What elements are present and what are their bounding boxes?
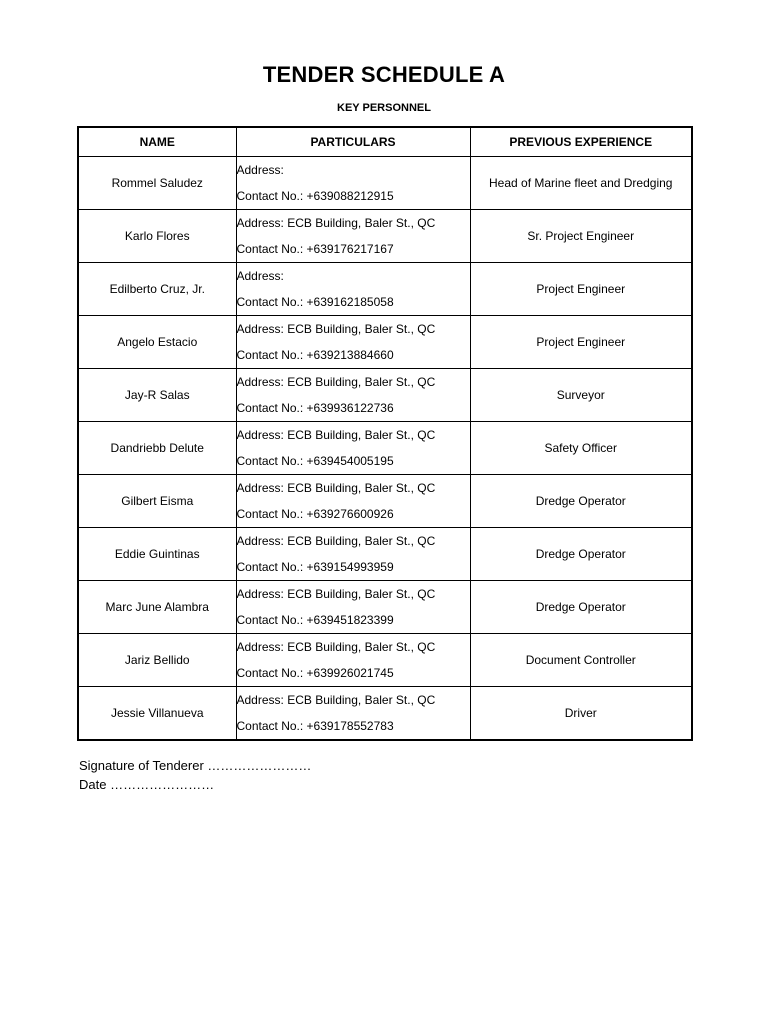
- personnel-particulars: [236, 369, 470, 422]
- personnel-experience: Dredge Operator: [470, 475, 692, 528]
- table-row: [78, 528, 692, 581]
- personnel-experience: Dredge Operator: [470, 528, 692, 581]
- personnel-contact: Contact No.: +639276600926: [236, 507, 394, 521]
- personnel-experience: Document Controller: [470, 634, 692, 687]
- column-header-particulars: PARTICULARS: [236, 127, 470, 157]
- personnel-experience: Surveyor: [470, 369, 692, 422]
- document-subtitle: KEY PERSONNEL: [337, 102, 431, 114]
- personnel-particulars: [236, 316, 470, 369]
- personnel-address: Address: ECB Building, Baler St., QC: [236, 481, 436, 495]
- table-row: [78, 210, 692, 263]
- personnel-address: Address: ECB Building, Baler St., QC: [236, 375, 436, 389]
- personnel-address: Address: ECB Building, Baler St., QC: [236, 322, 436, 336]
- personnel-name: Eddie Guintinas: [78, 528, 236, 581]
- personnel-contact: Contact No.: +639176217167: [236, 242, 394, 256]
- personnel-experience: Dredge Operator: [470, 581, 692, 634]
- personnel-experience: Driver: [470, 687, 692, 741]
- personnel-name: Marc June Alambra: [78, 581, 236, 634]
- personnel-name: Jessie Villanueva: [78, 687, 236, 741]
- personnel-address: Address: ECB Building, Baler St., QC: [236, 534, 436, 548]
- column-header-name: NAME: [78, 127, 236, 157]
- personnel-contact: Contact No.: +639926021745: [236, 666, 394, 680]
- personnel-name: Edilberto Cruz, Jr.: [78, 263, 236, 316]
- personnel-name: Dandriebb Delute: [78, 422, 236, 475]
- personnel-name: Gilbert Eisma: [78, 475, 236, 528]
- personnel-particulars: [236, 634, 470, 687]
- personnel-particulars: [236, 157, 470, 210]
- document-title: TENDER SCHEDULE A: [262, 62, 506, 87]
- table-row: [78, 634, 692, 687]
- personnel-address: Address:: [236, 269, 284, 283]
- personnel-particulars: [236, 528, 470, 581]
- personnel-name: Angelo Estacio: [78, 316, 236, 369]
- personnel-contact: Contact No.: +639213884660: [236, 348, 394, 362]
- personnel-name: Rommel Saludez: [78, 157, 236, 210]
- personnel-contact: Contact No.: +639178552783: [236, 719, 394, 733]
- personnel-particulars: [236, 475, 470, 528]
- personnel-particulars: [236, 581, 470, 634]
- signature-line: Signature of Tenderer ……………………: [79, 758, 312, 773]
- personnel-name: Karlo Flores: [78, 210, 236, 263]
- personnel-particulars: [236, 263, 470, 316]
- personnel-address: Address:: [236, 163, 284, 177]
- table-row: [78, 475, 692, 528]
- personnel-address: Address: ECB Building, Baler St., QC: [236, 640, 436, 654]
- personnel-name: Jay-R Salas: [78, 369, 236, 422]
- table-row: [78, 316, 692, 369]
- personnel-contact: Contact No.: +639936122736: [236, 401, 394, 415]
- personnel-experience: Head of Marine fleet and Dredging: [470, 157, 692, 210]
- personnel-particulars: [236, 210, 470, 263]
- personnel-experience: Project Engineer: [470, 316, 692, 369]
- signature-block: [79, 756, 311, 794]
- personnel-experience: Project Engineer: [470, 263, 692, 316]
- personnel-experience: Safety Officer: [470, 422, 692, 475]
- table-row: [78, 263, 692, 316]
- key-personnel-table: [77, 126, 693, 741]
- date-line: Date ……………………: [79, 777, 215, 792]
- personnel-address: Address: ECB Building, Baler St., QC: [236, 587, 436, 601]
- personnel-contact: Contact No.: +639162185058: [236, 295, 394, 309]
- personnel-experience: Sr. Project Engineer: [470, 210, 692, 263]
- table-row: [78, 687, 692, 741]
- table-row: [78, 422, 692, 475]
- personnel-particulars: [236, 422, 470, 475]
- table-row: [78, 157, 692, 210]
- table-row: [78, 581, 692, 634]
- personnel-contact: Contact No.: +639154993959: [236, 560, 394, 574]
- personnel-particulars: [236, 687, 470, 741]
- personnel-address: Address: ECB Building, Baler St., QC: [236, 428, 436, 442]
- column-header-experience: PREVIOUS EXPERIENCE: [470, 127, 692, 157]
- personnel-address: Address: ECB Building, Baler St., QC: [236, 693, 436, 707]
- personnel-contact: Contact No.: +639451823399: [236, 613, 394, 627]
- table-row: [78, 369, 692, 422]
- personnel-contact: Contact No.: +639454005195: [236, 454, 394, 468]
- personnel-address: Address: ECB Building, Baler St., QC: [236, 216, 436, 230]
- table-header-row: [78, 127, 692, 157]
- personnel-contact: Contact No.: +639088212915: [236, 189, 394, 203]
- personnel-name: Jariz Bellido: [78, 634, 236, 687]
